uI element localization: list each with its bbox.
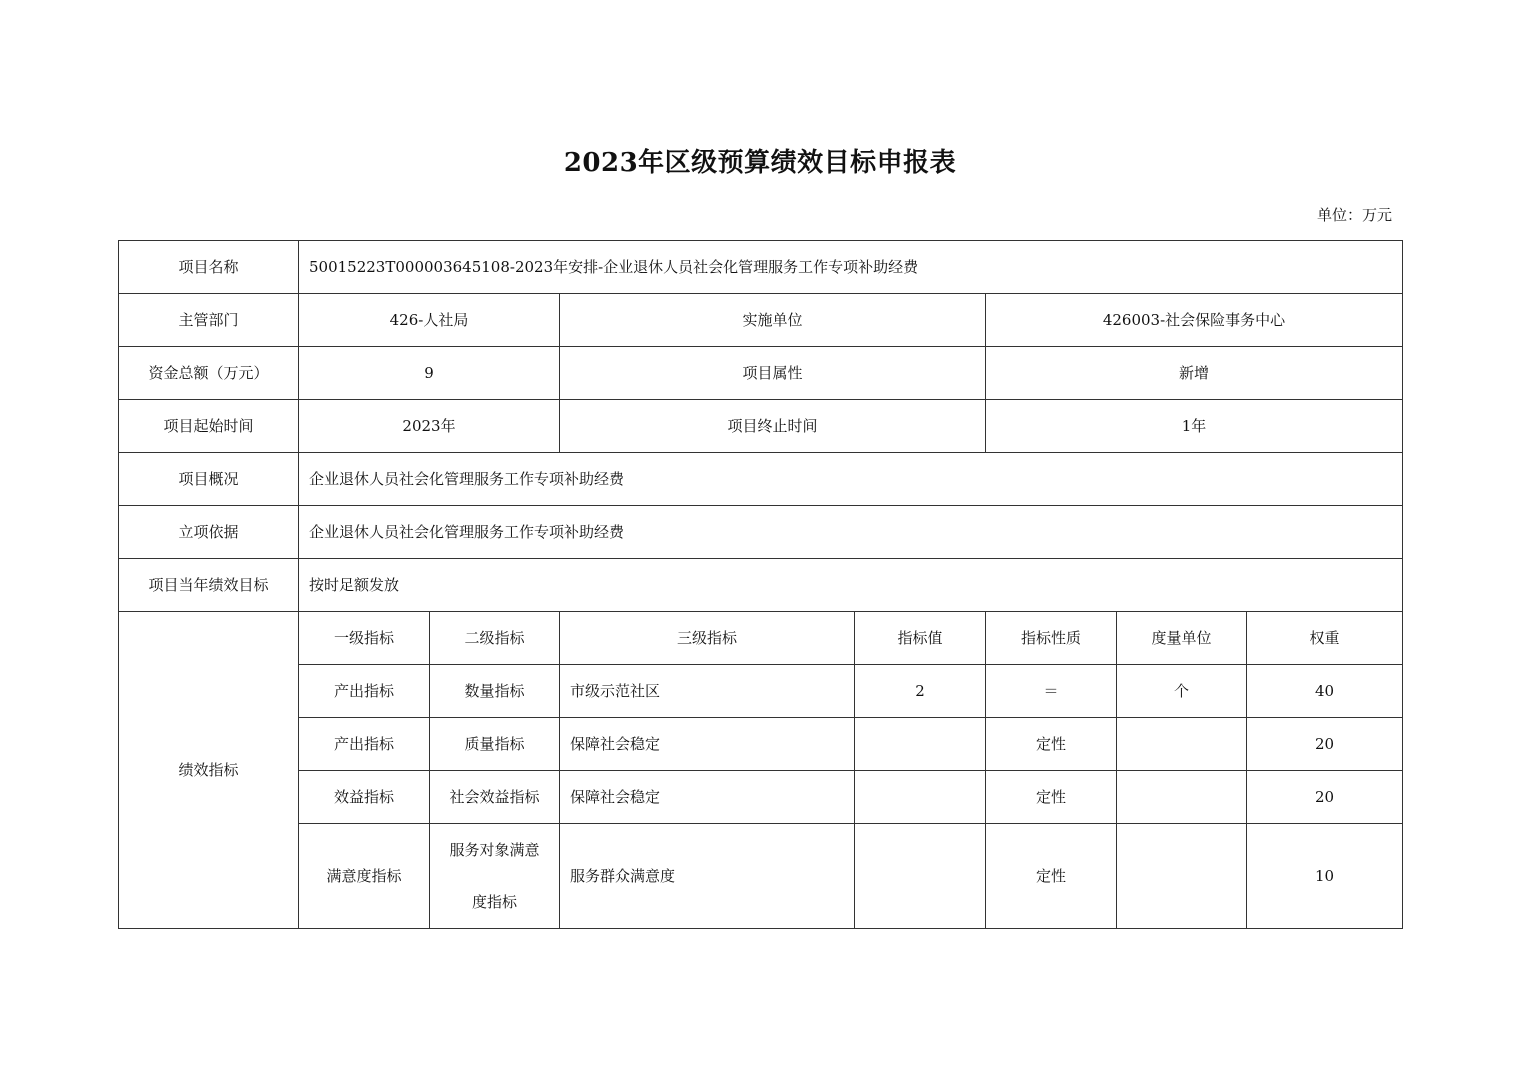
indicator-level1: 效益指标 — [299, 771, 430, 824]
header-nature: 指标性质 — [986, 612, 1117, 665]
row-department — [119, 294, 1403, 347]
basis-label: 立项依据 — [119, 506, 299, 559]
end-time-label: 项目终止时间 — [560, 400, 986, 453]
indicator-weight: 10 — [1247, 824, 1403, 929]
fund-label: 资金总额（万元） — [119, 347, 299, 400]
attribute-label: 项目属性 — [560, 347, 986, 400]
start-time-value: 2023年 — [299, 400, 560, 453]
department-label: 主管部门 — [119, 294, 299, 347]
department-value: 426-人社局 — [299, 294, 560, 347]
header-level1: 一级指标 — [299, 612, 430, 665]
overview-value: 企业退休人员社会化管理服务工作专项补助经费 — [299, 453, 1403, 506]
fund-value: 9 — [299, 347, 560, 400]
row-project-name — [119, 241, 1403, 294]
unit-label: 单位：万元 — [1316, 206, 1392, 224]
project-name-value: 50015223T000003645108-2023年安排-企业退休人员社会化管理服务工作专项补助经费 — [299, 241, 1403, 294]
indicator-unit — [1117, 771, 1247, 824]
indicator-unit — [1117, 824, 1247, 929]
end-time-value: 1年 — [986, 400, 1403, 453]
attribute-value: 新增 — [986, 347, 1403, 400]
indicator-row — [119, 665, 1403, 718]
indicator-header-row — [119, 612, 1403, 665]
indicator-row — [119, 824, 1403, 929]
indicator-nature: 定性 — [986, 771, 1117, 824]
indicator-value — [855, 718, 986, 771]
goal-value: 按时足额发放 — [299, 559, 1403, 612]
indicator-level2: 质量指标 — [430, 718, 560, 771]
row-goal — [119, 559, 1403, 612]
indicator-level3: 保障社会稳定 — [560, 718, 855, 771]
budget-table — [118, 240, 1403, 929]
indicators-section-label: 绩效指标 — [119, 612, 299, 929]
indicator-level2 — [430, 824, 560, 929]
indicator-value: 2 — [855, 665, 986, 718]
row-fund — [119, 347, 1403, 400]
indicator-value — [855, 824, 986, 929]
row-overview — [119, 453, 1403, 506]
indicator-level3: 市级示范社区 — [560, 665, 855, 718]
overview-label: 项目概况 — [119, 453, 299, 506]
indicator-unit — [1117, 718, 1247, 771]
indicator-weight: 20 — [1247, 718, 1403, 771]
implementer-label: 实施单位 — [560, 294, 986, 347]
header-level2: 二级指标 — [430, 612, 560, 665]
header-unit: 度量单位 — [1117, 612, 1247, 665]
indicator-weight: 20 — [1247, 771, 1403, 824]
indicator-row — [119, 718, 1403, 771]
indicator-level2-line1: 服务对象满意 — [449, 841, 540, 859]
indicator-unit: 个 — [1117, 665, 1247, 718]
indicator-level2-line2: 度指标 — [471, 893, 517, 911]
page-title: 2023年区级预算绩效目标申报表 — [563, 148, 957, 178]
implementer-value: 426003-社会保险事务中心 — [986, 294, 1403, 347]
project-name-label: 项目名称 — [119, 241, 299, 294]
goal-label: 项目当年绩效目标 — [119, 559, 299, 612]
indicator-level3: 服务群众满意度 — [560, 824, 855, 929]
header-level3: 三级指标 — [560, 612, 855, 665]
start-time-label: 项目起始时间 — [119, 400, 299, 453]
row-time — [119, 400, 1403, 453]
header-value: 指标值 — [855, 612, 986, 665]
indicator-nature: 定性 — [986, 718, 1117, 771]
indicator-nature: ＝ — [986, 665, 1117, 718]
indicator-level2: 社会效益指标 — [430, 771, 560, 824]
basis-value: 企业退休人员社会化管理服务工作专项补助经费 — [299, 506, 1403, 559]
indicator-nature: 定性 — [986, 824, 1117, 929]
header-weight: 权重 — [1247, 612, 1403, 665]
indicator-level1: 满意度指标 — [299, 824, 430, 929]
indicator-level1: 产出指标 — [299, 718, 430, 771]
indicator-value — [855, 771, 986, 824]
indicator-row — [119, 771, 1403, 824]
indicator-weight: 40 — [1247, 665, 1403, 718]
indicator-level1: 产出指标 — [299, 665, 430, 718]
indicator-level2: 数量指标 — [430, 665, 560, 718]
row-basis — [119, 506, 1403, 559]
indicator-level3: 保障社会稳定 — [560, 771, 855, 824]
